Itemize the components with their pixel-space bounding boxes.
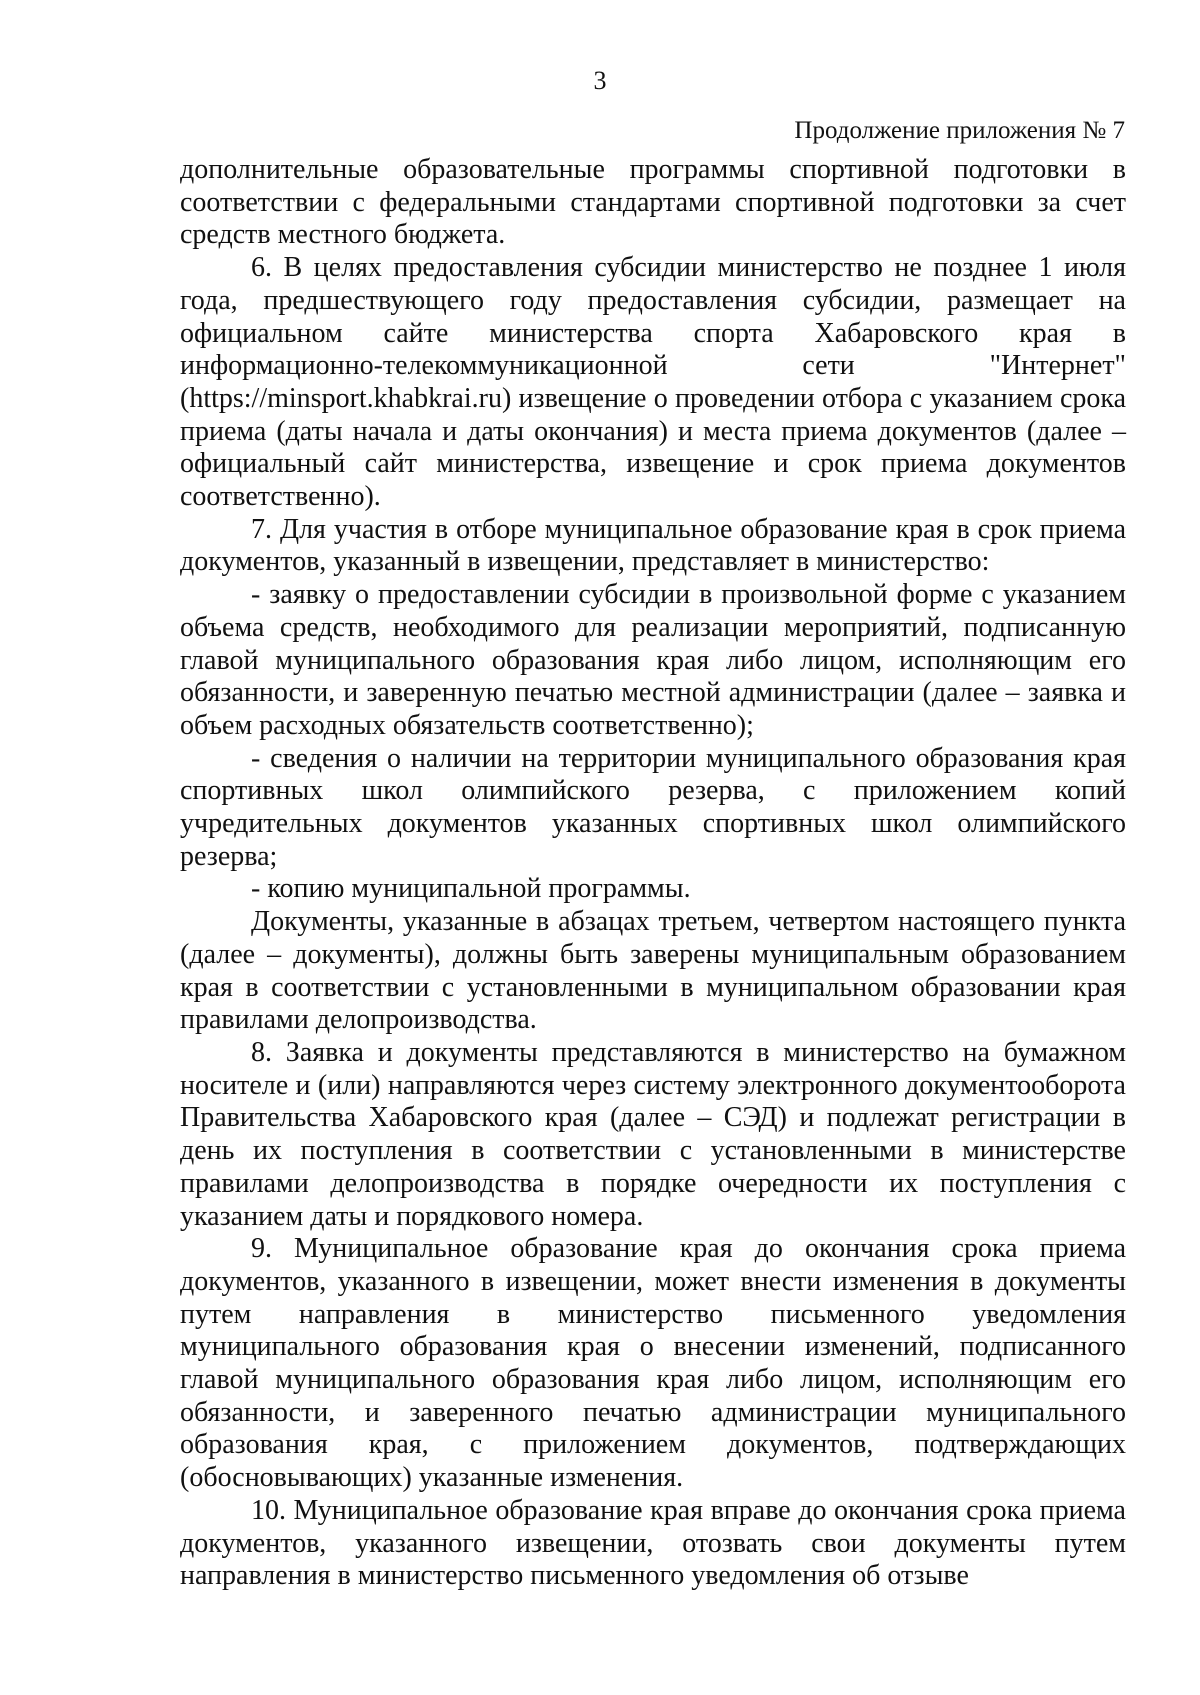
paragraph-item-8: 8. Заявка и документы представляются в министерство на бумажном носителе и (или) направляются через систему электронного документооборота Правительства Хабаровского края (далее – СЭД) и подлежат регистрации в день их поступления в соответствии с установленными в министерстве правилами делопроизводства в порядке очередности их поступления с указанием даты и порядкового номера. <box>180 1036 1126 1232</box>
paragraph-item-7-schools-info: - сведения о наличии на территории муниципального образования края спортивных школ олимпийского резерва, с приложением копий учредительных документов указанных спортивных школ олимпийского резерва; <box>180 742 1126 872</box>
document-body <box>180 154 1126 1593</box>
paragraph-item-7-application: - заявку о предоставлении субсидии в произвольной форме с указанием объема средств, необходимого для реализации мероприятий, подписанную главой муниципального образования края либо лицом, исполняющим его обязанности, и заверенную печатью местной администрации (далее – заявка и объем расходных обязательств соответственно); <box>180 579 1126 741</box>
paragraph-item-9: 9. Муниципальное образование края до окончания срока приема документов, указанного в извещении, может внести изменения в документы путем направления в министерство письменного уведомления муниципального образования края о внесении изменений, подписанного главой муниципального образования края либо лицом, исполняющим его обязанности, и заверенного печатью администрации муниципального образования края, с приложением документов, подтверждающих (обосновывающих) указанные изменения. <box>180 1233 1126 1494</box>
paragraph-item-7: 7. Для участия в отборе муниципальное образование края в срок приема документов, указанный в извещении, представляет в министерство: <box>180 513 1126 578</box>
paragraph-item-10: 10. Муниципальное образование края вправе до окончания срока приема документов, указанного извещении, отозвать свои документы путем направления в министерство письменного уведомления об отзыве <box>180 1494 1126 1592</box>
paragraph-item-7-documents-certification: Документы, указанные в абзацах третьем, четвертом настоящего пункта (далее – документы), должны быть заверены муниципальным образованием края в соответствии с установленными в муниципальном образовании края правилами делопроизводства. <box>180 906 1126 1036</box>
paragraph-item-6: 6. В целях предоставления субсидии министерство не позднее 1 июля года, предшествующего году предоставления субсидии, размещает на официальном сайте министерства спорта Хабаровского края в информационно-телекоммуникационной сети "Интернет" (https://minsport.khabkrai.ru) извещение о проведении отбора с указанием срока приема (даты начала и даты окончания) и места приема документов (далее – официальный сайт министерства, извещение и срок приема документов соответственно). <box>180 252 1126 513</box>
paragraph-item-7-program-copy: - копию муниципальной программы. <box>251 873 691 905</box>
appendix-continuation-note: Продолжение приложения № 7 <box>794 117 1125 144</box>
page-number: 3 <box>593 66 607 95</box>
paragraph-continuation: дополнительные образовательные программы спортивной подготовки в соответствии с федеральными стандартами спортивной подготовки за счет средств местного бюджета. <box>180 154 1126 251</box>
